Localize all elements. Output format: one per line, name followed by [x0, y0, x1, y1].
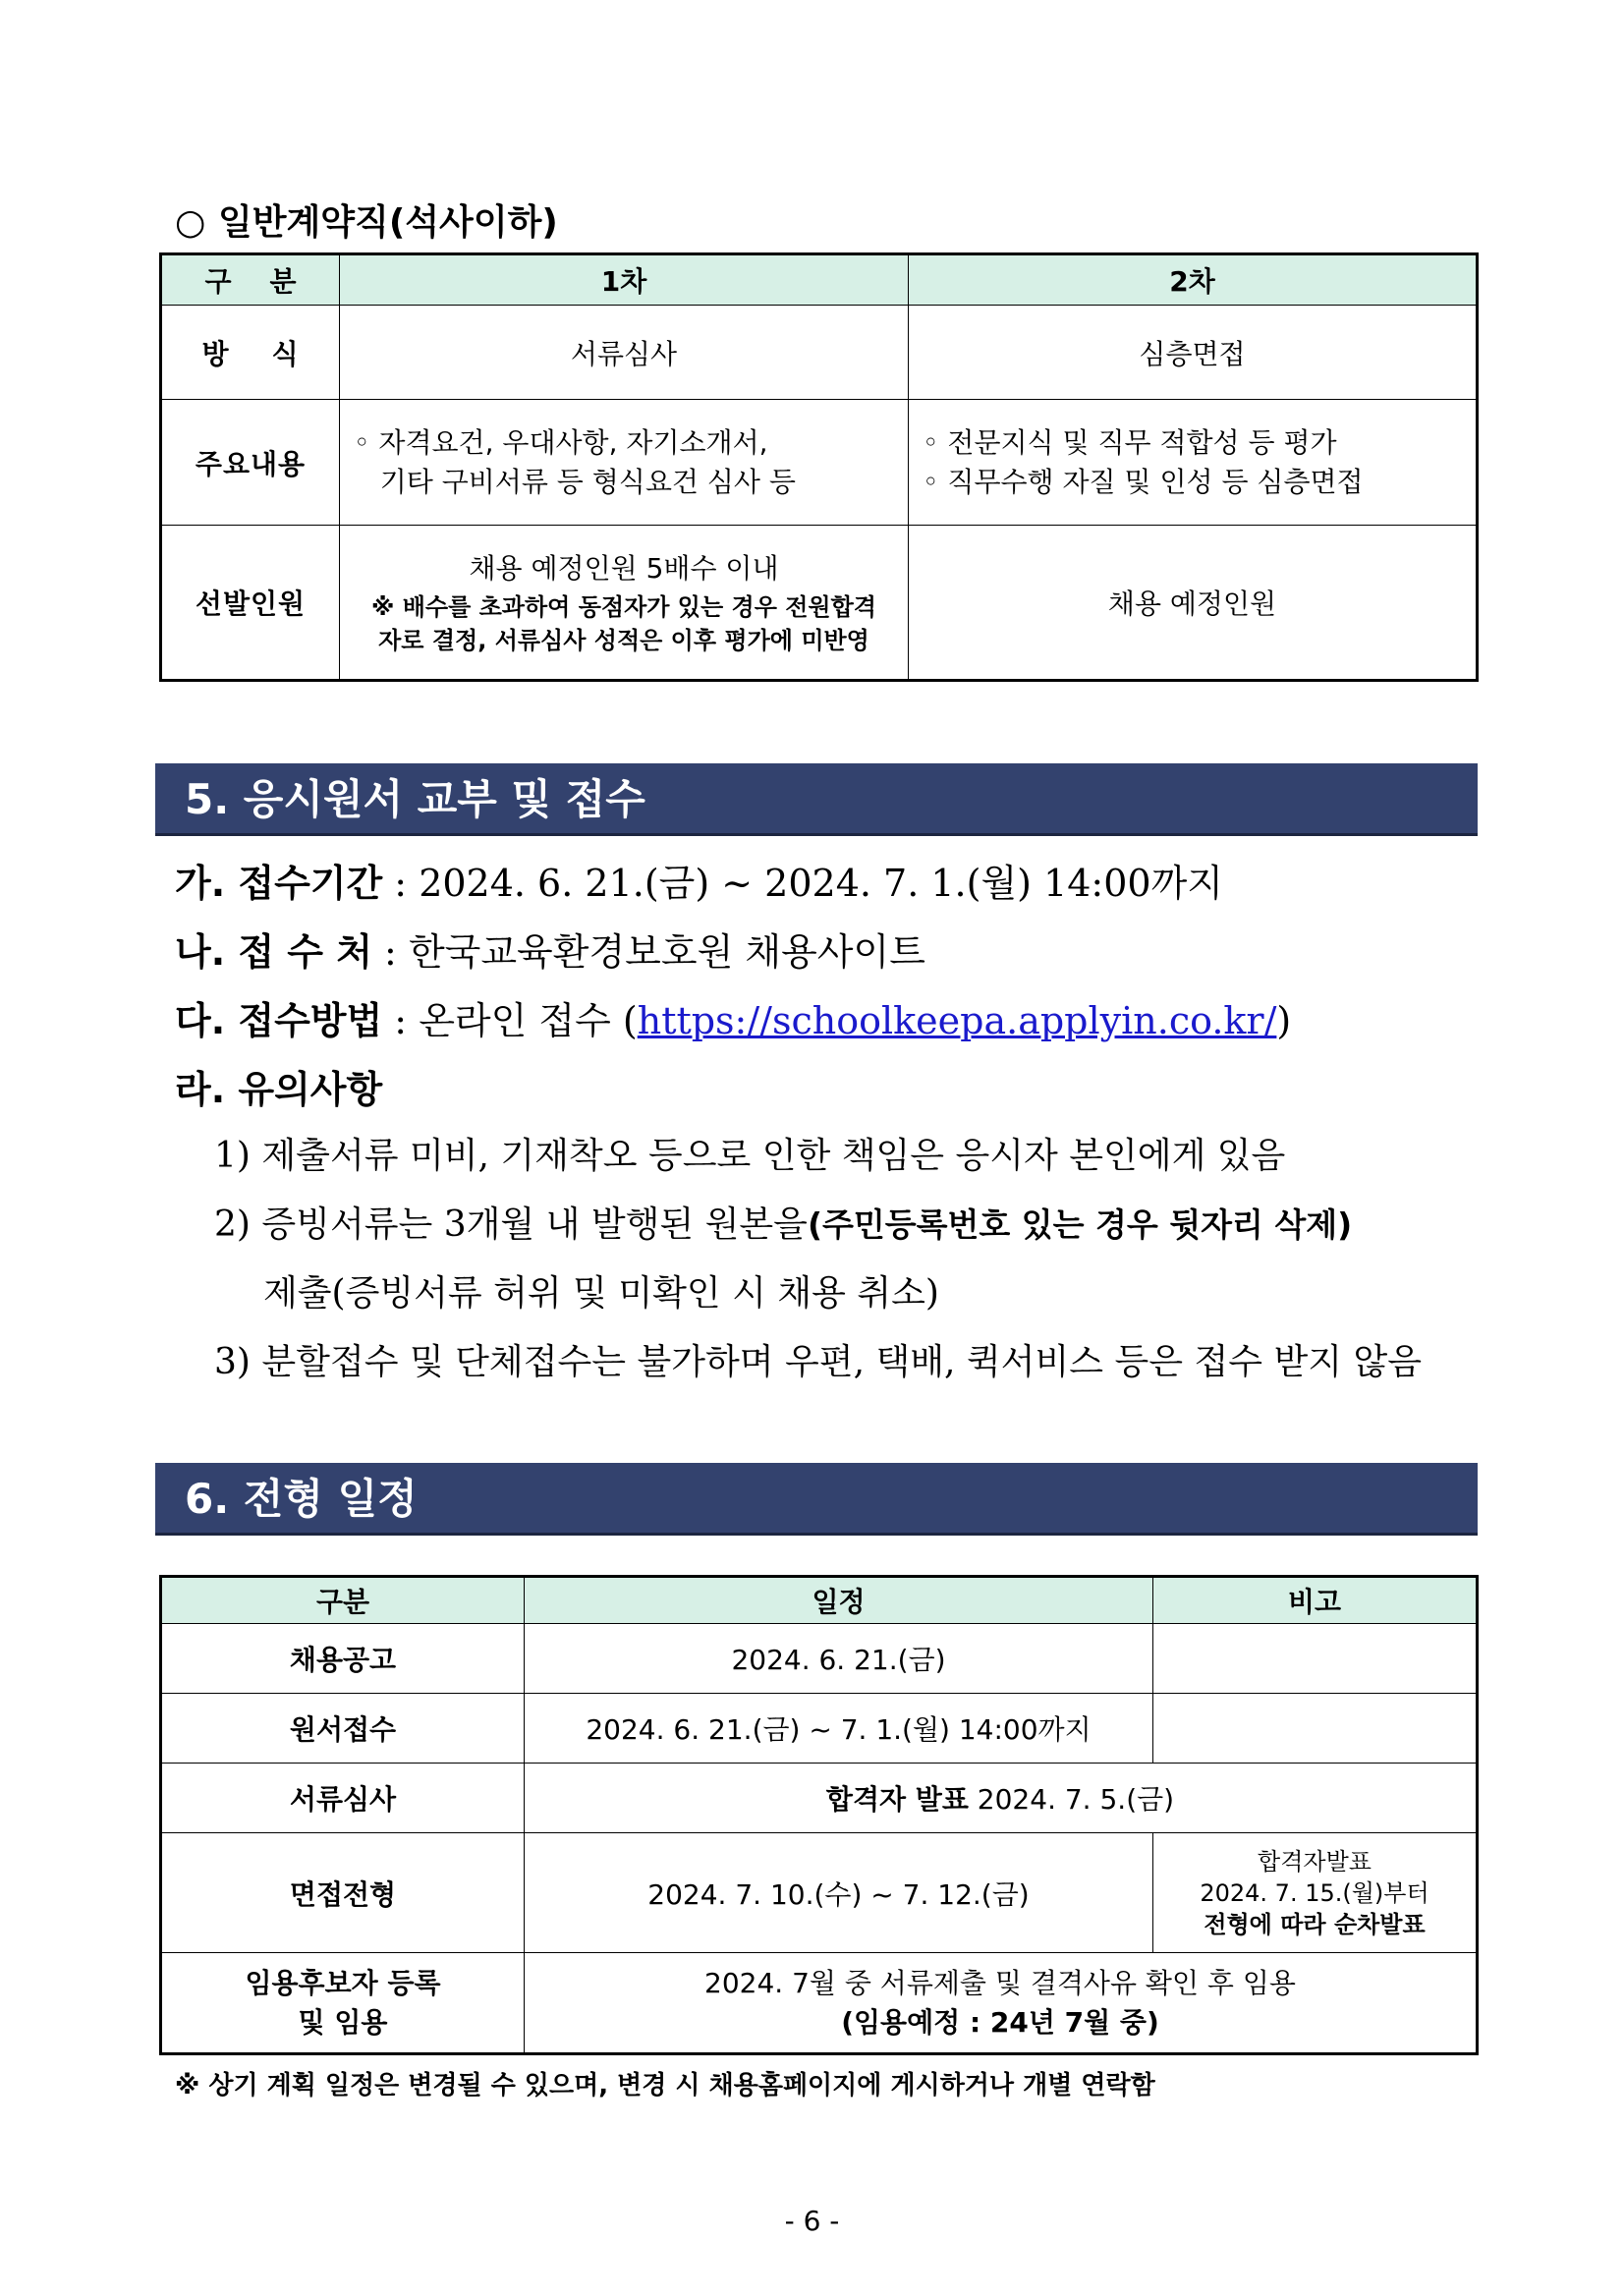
cell-document-review: 서류심사	[340, 306, 909, 400]
result-announcement-date: 2024. 7. 5.(금)	[968, 1783, 1175, 1816]
row-label-interview: 면접전형	[161, 1833, 525, 1953]
table-row	[161, 1833, 1478, 1953]
appointment-line: 2024. 7월 중 서류제출 및 결격사유 확인 후 임용	[704, 1966, 1296, 1999]
header-first-stage: 1차	[340, 254, 909, 306]
header-category: 구 분	[161, 254, 340, 306]
table-row	[161, 400, 1478, 526]
row-label-method: 방 식	[161, 306, 340, 400]
table-row	[161, 306, 1478, 400]
cell-selection-second: 채용 예정인원	[909, 526, 1478, 681]
method-line	[175, 990, 1291, 1044]
row-label-application: 원서접수	[161, 1694, 525, 1764]
label-line: 임용후보자 등록	[245, 1966, 441, 1999]
section-5-title: 5. 응시원서 교부 및 접수	[155, 763, 1478, 836]
page-number: - 6 -	[784, 2205, 840, 2237]
appointment-line: (임용예정 : 24년 7월 중)	[841, 2005, 1159, 2039]
cell-interview: 심층면접	[909, 306, 1478, 400]
note-2-bold: (주민등록번호 있는 경우 뒷자리 삭제)	[807, 1205, 1353, 1244]
place-line	[175, 922, 925, 976]
cell-application-date: 2024. 6. 21.(금) ~ 7. 1.(월) 14:00까지	[525, 1694, 1153, 1764]
method-value-post: )	[1276, 999, 1292, 1042]
row-label-content: 주요내용	[161, 400, 340, 526]
note-2-continued: 제출(증빙서류 허위 및 미확인 시 채용 취소)	[263, 1273, 939, 1314]
cell-document-review-date	[525, 1764, 1478, 1833]
note-1: 1) 제출서류 미비, 기재착오 등으로 인한 책임은 응시자 본인에게 있음	[214, 1136, 1286, 1176]
row-label-announcement: 채용공고	[161, 1624, 525, 1694]
row-label-appointment	[161, 1953, 525, 2054]
table-header-row	[161, 254, 1478, 306]
cell-selection-first	[340, 526, 909, 681]
header-remarks: 비고	[1153, 1577, 1478, 1624]
place-value: 한국교육환경보호원 채용사이트	[408, 930, 925, 974]
content-line: 기타 구비서류 등 형식요건 심사 등	[354, 465, 796, 498]
row-label-selection: 선발인원	[161, 526, 340, 681]
selection-method-table	[159, 252, 1479, 682]
period-line	[175, 853, 1223, 907]
note-2-text: 2) 증빙서류는 3개월 내 발행된 원본을	[214, 1204, 808, 1245]
note-line: 2024. 7. 15.(월)부터	[1200, 1878, 1429, 1907]
header-second-stage: 2차	[909, 254, 1478, 306]
content-line: ◦ 자격요건, 우대사항, 자기소개서,	[354, 425, 768, 459]
notes-heading-line	[175, 1059, 382, 1113]
selection-note-line: 자로 결정, 서류심사 성적은 이후 평가에 미반영	[378, 627, 869, 654]
table-row	[161, 1764, 1478, 1833]
cell-announcement-note	[1153, 1624, 1478, 1694]
row-label-document-review: 서류심사	[161, 1764, 525, 1833]
table-row	[161, 526, 1478, 681]
table-row	[161, 1694, 1478, 1764]
header-category: 구분	[161, 1577, 525, 1624]
schedule-footnote: ※ 상기 계획 일정은 변경될 수 있으며, 변경 시 채용홈페이지에 게시하거나 개별 연락함	[175, 2071, 1155, 2100]
cell-appointment-date	[525, 1953, 1478, 2054]
note-line: 합격자발표	[1258, 1847, 1372, 1876]
method-value-pre: 온라인 접수 (	[419, 999, 638, 1042]
place-sep: :	[371, 930, 409, 974]
method-key: 다. 접수방법	[175, 999, 383, 1042]
apply-site-link[interactable]: https://schoolkeepa.applyin.co.kr/	[637, 999, 1277, 1042]
method-sep: :	[382, 999, 420, 1042]
cell-announcement-date: 2024. 6. 21.(금)	[525, 1624, 1153, 1694]
cell-content-first	[340, 400, 909, 526]
section-6-title: 6. 전형 일정	[155, 1463, 1478, 1536]
sub-heading: ○ 일반계약직(석사이하)	[175, 202, 558, 243]
period-value: 2024. 6. 21.(금) ~ 2024. 7. 1.(월) 14:00까지	[419, 862, 1223, 905]
selection-note-line: ※ 배수를 초과하여 동점자가 있는 경우 전원합격	[371, 593, 876, 621]
cell-interview-date: 2024. 7. 10.(수) ~ 7. 12.(금)	[525, 1833, 1153, 1953]
table-row	[161, 1953, 1478, 2054]
header-schedule: 일정	[525, 1577, 1153, 1624]
selection-main: 채용 예정인원 5배수 이내	[469, 552, 779, 585]
period-sep: :	[382, 862, 420, 905]
note-3: 3) 분할접수 및 단체접수는 불가하며 우편, 택배, 퀵서비스 등은 접수 받지 않음	[214, 1342, 1422, 1382]
table-row	[161, 1624, 1478, 1694]
note-line: 전형에 따라 순차발표	[1204, 1910, 1426, 1938]
schedule-table	[159, 1575, 1479, 2055]
notes-key: 라. 유의사항	[175, 1068, 383, 1111]
cell-content-second	[909, 400, 1478, 526]
place-key: 나. 접 수 처	[175, 930, 372, 974]
cell-application-note	[1153, 1694, 1478, 1764]
cell-interview-note	[1153, 1833, 1478, 1953]
result-announcement-label: 합격자 발표	[825, 1783, 969, 1816]
note-2	[214, 1197, 1352, 1247]
period-key: 가. 접수기간	[175, 862, 383, 905]
content-line: ◦ 전문지식 및 직무 적합성 등 평가	[923, 425, 1337, 459]
content-line: ◦ 직무수행 자질 및 인성 등 심층면접	[923, 465, 1364, 498]
label-line: 및 임용	[298, 2005, 388, 2039]
table-header-row	[161, 1577, 1478, 1624]
